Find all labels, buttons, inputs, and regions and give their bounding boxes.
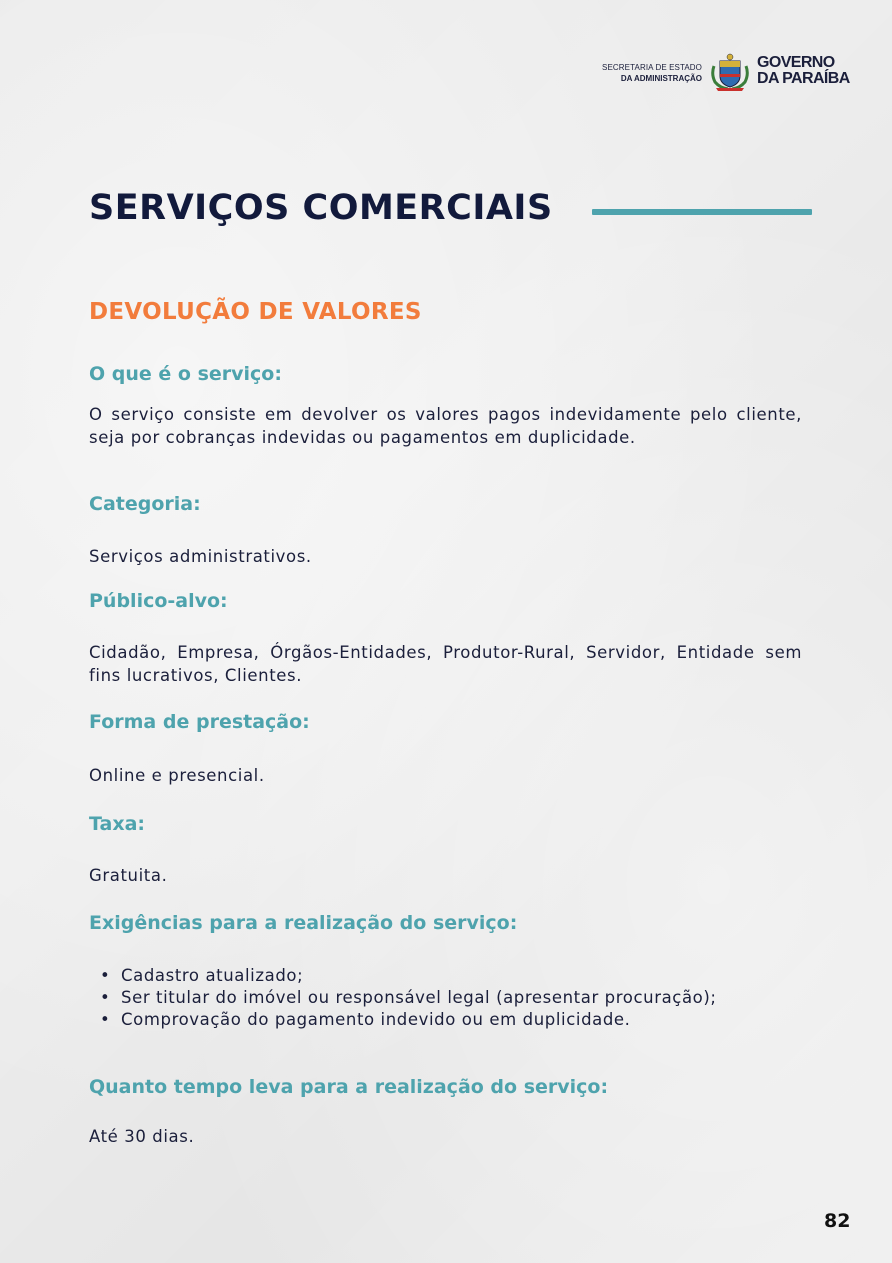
secretaria-line2: DA ADMINISTRAÇÃO [620, 74, 702, 83]
list-item-text: Ser titular do imóvel ou responsável legal (apresentar procuração); [121, 988, 717, 1007]
governo-paraiba-wordmark [757, 55, 850, 87]
governo-line1: GOVERNO [757, 54, 835, 71]
list-item [89, 1008, 802, 1031]
exigencias-list [89, 964, 802, 1031]
text-categoria: Serviços administrativos. [89, 547, 312, 566]
text-forma-prestacao: Online e presencial. [89, 766, 265, 785]
bullet-icon: • [100, 1010, 111, 1029]
heading-forma-prestacao: Forma de prestação: [89, 711, 310, 733]
governo-line2: DA PARAÍBA [757, 70, 850, 87]
paraiba-coat-of-arms-icon [710, 52, 750, 92]
list-item [89, 987, 802, 1008]
list-item-text: Cadastro atualizado; [121, 966, 304, 985]
heading-o-que-e: O que é o serviço: [89, 363, 282, 385]
text-taxa: Gratuita. [89, 866, 168, 885]
bullet-icon: • [100, 988, 111, 1007]
page-title: SERVIÇOS COMERCIAIS [89, 188, 553, 228]
heading-exigencias: Exigências para a realização do serviço: [89, 912, 518, 934]
heading-tempo: Quanto tempo leva para a realização do serviço: [89, 1076, 609, 1098]
page-number: 82 [824, 1210, 851, 1232]
secretaria-label [602, 62, 702, 84]
heading-taxa: Taxa: [89, 813, 146, 835]
list-item [89, 964, 802, 987]
header-logo [600, 50, 850, 94]
heading-publico-alvo: Público-alvo: [89, 590, 228, 612]
text-publico-alvo: Cidadão, Empresa, Órgãos-Entidades, Produtor-Rural, Servidor, Entidade sem fins lucrativos, Clientes. [89, 643, 802, 685]
heading-categoria: Categoria: [89, 493, 201, 515]
bullet-icon: • [100, 966, 111, 985]
list-item-text: Comprovação do pagamento indevido ou em duplicidade. [121, 1010, 631, 1029]
title-decorative-rule [592, 209, 812, 215]
text-tempo: Até 30 dias. [89, 1127, 195, 1146]
secretaria-line1: SECRETARIA DE ESTADO [602, 63, 702, 72]
text-o-que-e: O serviço consiste em devolver os valores pagos indevidamente pelo cliente, seja por cobranças indevidas ou pagamentos em duplicidade. [89, 405, 802, 447]
service-title: DEVOLUÇÃO DE VALORES [89, 299, 422, 325]
